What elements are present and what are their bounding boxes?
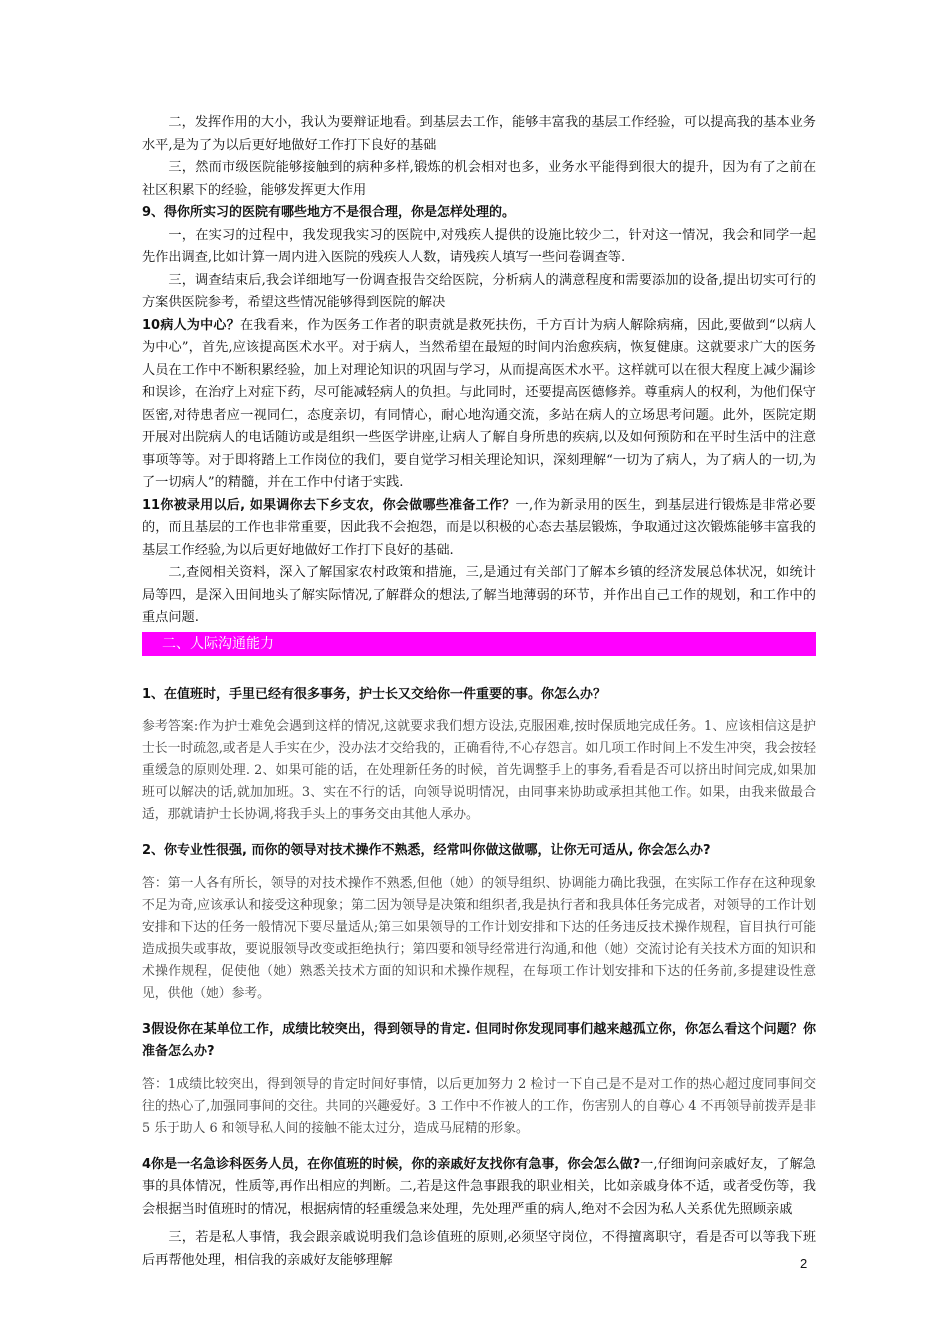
question-11-answer-2: 二,查阅相关资料，深入了解国家农村政策和措施，三,是通过有关部门了解本乡镇的经济发展总体状况，如统计局等四，是深入田间地头了解实际情况,了解群众的想法,了解当地薄弱的环节，并作出自己工作的规划，和工作中的重点问题. bbox=[142, 565, 816, 625]
question-9-answer-2: 三，调查结束后,我会详细地写一份调查报告交给医院，分析病人的满意程度和需要添加的设备,提出切实可行的方案供医院参考，希望这些情况能够得到医院的解决 bbox=[142, 272, 816, 310]
question-10-answer: 在我看来，作为医务工作者的职责就是救死扶伤，千方百计为病人解除病痛，因此,要做到“以病人为中心”，首先,应该提高医术水平。对于病人，当然希望在最短的时间内治愈疾病，恢复健康。这就要求广大的医务人员在工作中不断积累经验，加上对理论知识的巩固与学习，从而提高医术水平。这样就可以在很大程度上减少漏诊和误诊，在治疗上对症下药，尽可能减轻病人的负担。与此同时，还要提高医德修养。尊重病人的权利，为他们保守医密,对待患者应一视同仁，态度亲切，有同情心，耐心地沟通交流，多站在病人的立场思考问题。此外，医院定期开展对出院病人的电话随访或是组织一些医学讲座,让病人了解自身所患的疾病,以及如何预防和在平时生活中的注意事项等等。对于即将踏上工作岗位的我们，要自觉学习相关理论知识，深刻理解“一切为了病人，为了病人的一切,为了一切病人”的精髓，并在工作中付诸于实践. bbox=[142, 317, 817, 490]
qa-question-2: 2、你专业性很强, 而你的领导对技术操作不熟悉，经常叫你做这做哪，让你无可适从, 你会怎么办? bbox=[142, 843, 711, 858]
section-banner: 二、人际沟通能力 bbox=[142, 632, 816, 656]
question-9-answer-1: 一，在实习的过程中，我发现我实习的医院中,对残疾人提供的设施比较少二，针对这一情况，我会和同学一起先作出调查,比如计算一周内进入医院的残疾人人数，请残疾人填写一些问卷调查等. bbox=[142, 227, 816, 265]
question-10 bbox=[142, 315, 816, 495]
page-number: 2 bbox=[800, 1256, 808, 1271]
question-11-answer: 一,作为新录用的医生，到基层进行锻炼是非常必要的，而且基层的工作也非常重要，因此我不会抱怨，而是以积极的心态去基层锻炼，争取通过这次锻炼能够丰富我的基层工作经验,为以后更好地做好工作打下良好的基础. bbox=[142, 497, 816, 558]
qa-question-3: 3假设你在某单位工作，成绩比较突出，得到领导的肯定. 但同时你发现同事们越来越孤立你，你怎么看这个问题？你准备怎么办? bbox=[142, 1021, 816, 1059]
qa-answer-3: 答：1成绩比较突出，得到领导的肯定时间好事情，以后更加努力 2 检讨一下自己是不是对工作的热心超过度同事间交往的热心了,加强同事间的交往。共同的兴趣爱好。3 工作中不作被人的工作，伤害别人的自尊心 4 不再领导前拨弄是非 5 乐于助人 6 和领导私人间的接触不能太过分，造成马屁精的形象。 bbox=[142, 1076, 816, 1136]
qa-answer-1: 参考答案:作为护士难免会遇到这样的情况,这就要求我们想方设法,克服困难,按时保质地完成任务。1、应该相信这是护士长一时疏忽,或者是人手实在少，没办法才交给我的，正确看待,不心存怨言。如几项工作时间上不发生冲突，我会按轻重缓急的原则处理. 2、如果可能的话，在处理新任务的时候，首先调整手上的事务,看看是否可以挤出时间完成,如果加班可以解决的话,就加加班。3、实在不行的话，向领导说明情况，由同事来协助或承担其他工作。如果，由我来做最合适，那就请护士长协调,将我手头上的事务交由其他人承办。 bbox=[142, 719, 816, 822]
question-11-title: 11你被录用以后, 如果调你去下乡支农，你会做哪些准备工作？ bbox=[142, 497, 516, 513]
question-10-title: 10病人为中心？ bbox=[142, 317, 240, 333]
spacer bbox=[142, 656, 816, 670]
question-11 bbox=[142, 495, 816, 563]
question-4-answer-2: 三，若是私人事情，我会跟亲戚说明我们急诊值班的原则,必须坚守岗位，不得擅离职守，看是否可以等我下班后再帮他处理，相信我的亲戚好友能够理解 bbox=[142, 1230, 816, 1268]
paragraph-2: 二，发挥作用的大小，我认为要辩证地看。到基层去工作，能够丰富我的基层工作经验，可以提高我的基本业务水平,是为了为以后更好地做好工作打下良好的基础 bbox=[142, 115, 816, 153]
question-4 bbox=[142, 1154, 816, 1222]
paragraph-3: 三，然而市级医院能够接触到的病种多样,锻炼的机会相对也多，业务水平能得到很大的提升，因为有了之前在社区积累下的经验，能够发挥更大作用 bbox=[142, 160, 816, 198]
qa-question-1: 1、在值班时，手里已经有很多事务，护士长又交给你一件重要的事。你怎么办？ bbox=[142, 686, 607, 702]
question-9-title: 9、得你所实习的医院有哪些地方不是很合理，你是怎样处理的。 bbox=[142, 205, 516, 220]
question-4-title: 4你是一名急诊科医务人员，在你值班的时候，你的亲戚好友找你有急事，你会怎么做? bbox=[142, 1156, 641, 1172]
page-content bbox=[142, 112, 816, 1272]
qa-answer-2: 答：第一人各有所长，领导的对技术操作不熟悉,但他（她）的领导组织、协调能力确比我强，在实际工作存在这种现象不足为奇,应该承认和接受这种现象；第二因为领导是决策和组织者,我是执行者和我具体任务完成者，对领导的工作计划安排和下达的任务一般情况下要尽量适从;第三如果领导的工作计划安排和下达的任务违反技术操作规程，盲目执行可能造成损失或事故，要说服领导改变或拒绝执行；第四要和领导经常进行沟通,和他（她）交流讨论有关技术方面的知识和术操作规程，促使他（她）熟悉关技术方面的知识和术操作规程，在每项工作计划安排和下达的任务前,多提建设性意见，供他（她）参考。 bbox=[142, 875, 816, 1001]
question-4-answer: 一,仔细询问亲戚好友，了解急事的具体情况，性质等,再作出相应的判断。二,若是这件急事跟我的职业相关，比如亲戚身体不适，或者受伤等，我会根据当时值班时的情况，根据病情的轻重缓急来处理，先处理严重的病人,绝对不会因为私人关系优先照顾亲戚 bbox=[142, 1156, 816, 1217]
